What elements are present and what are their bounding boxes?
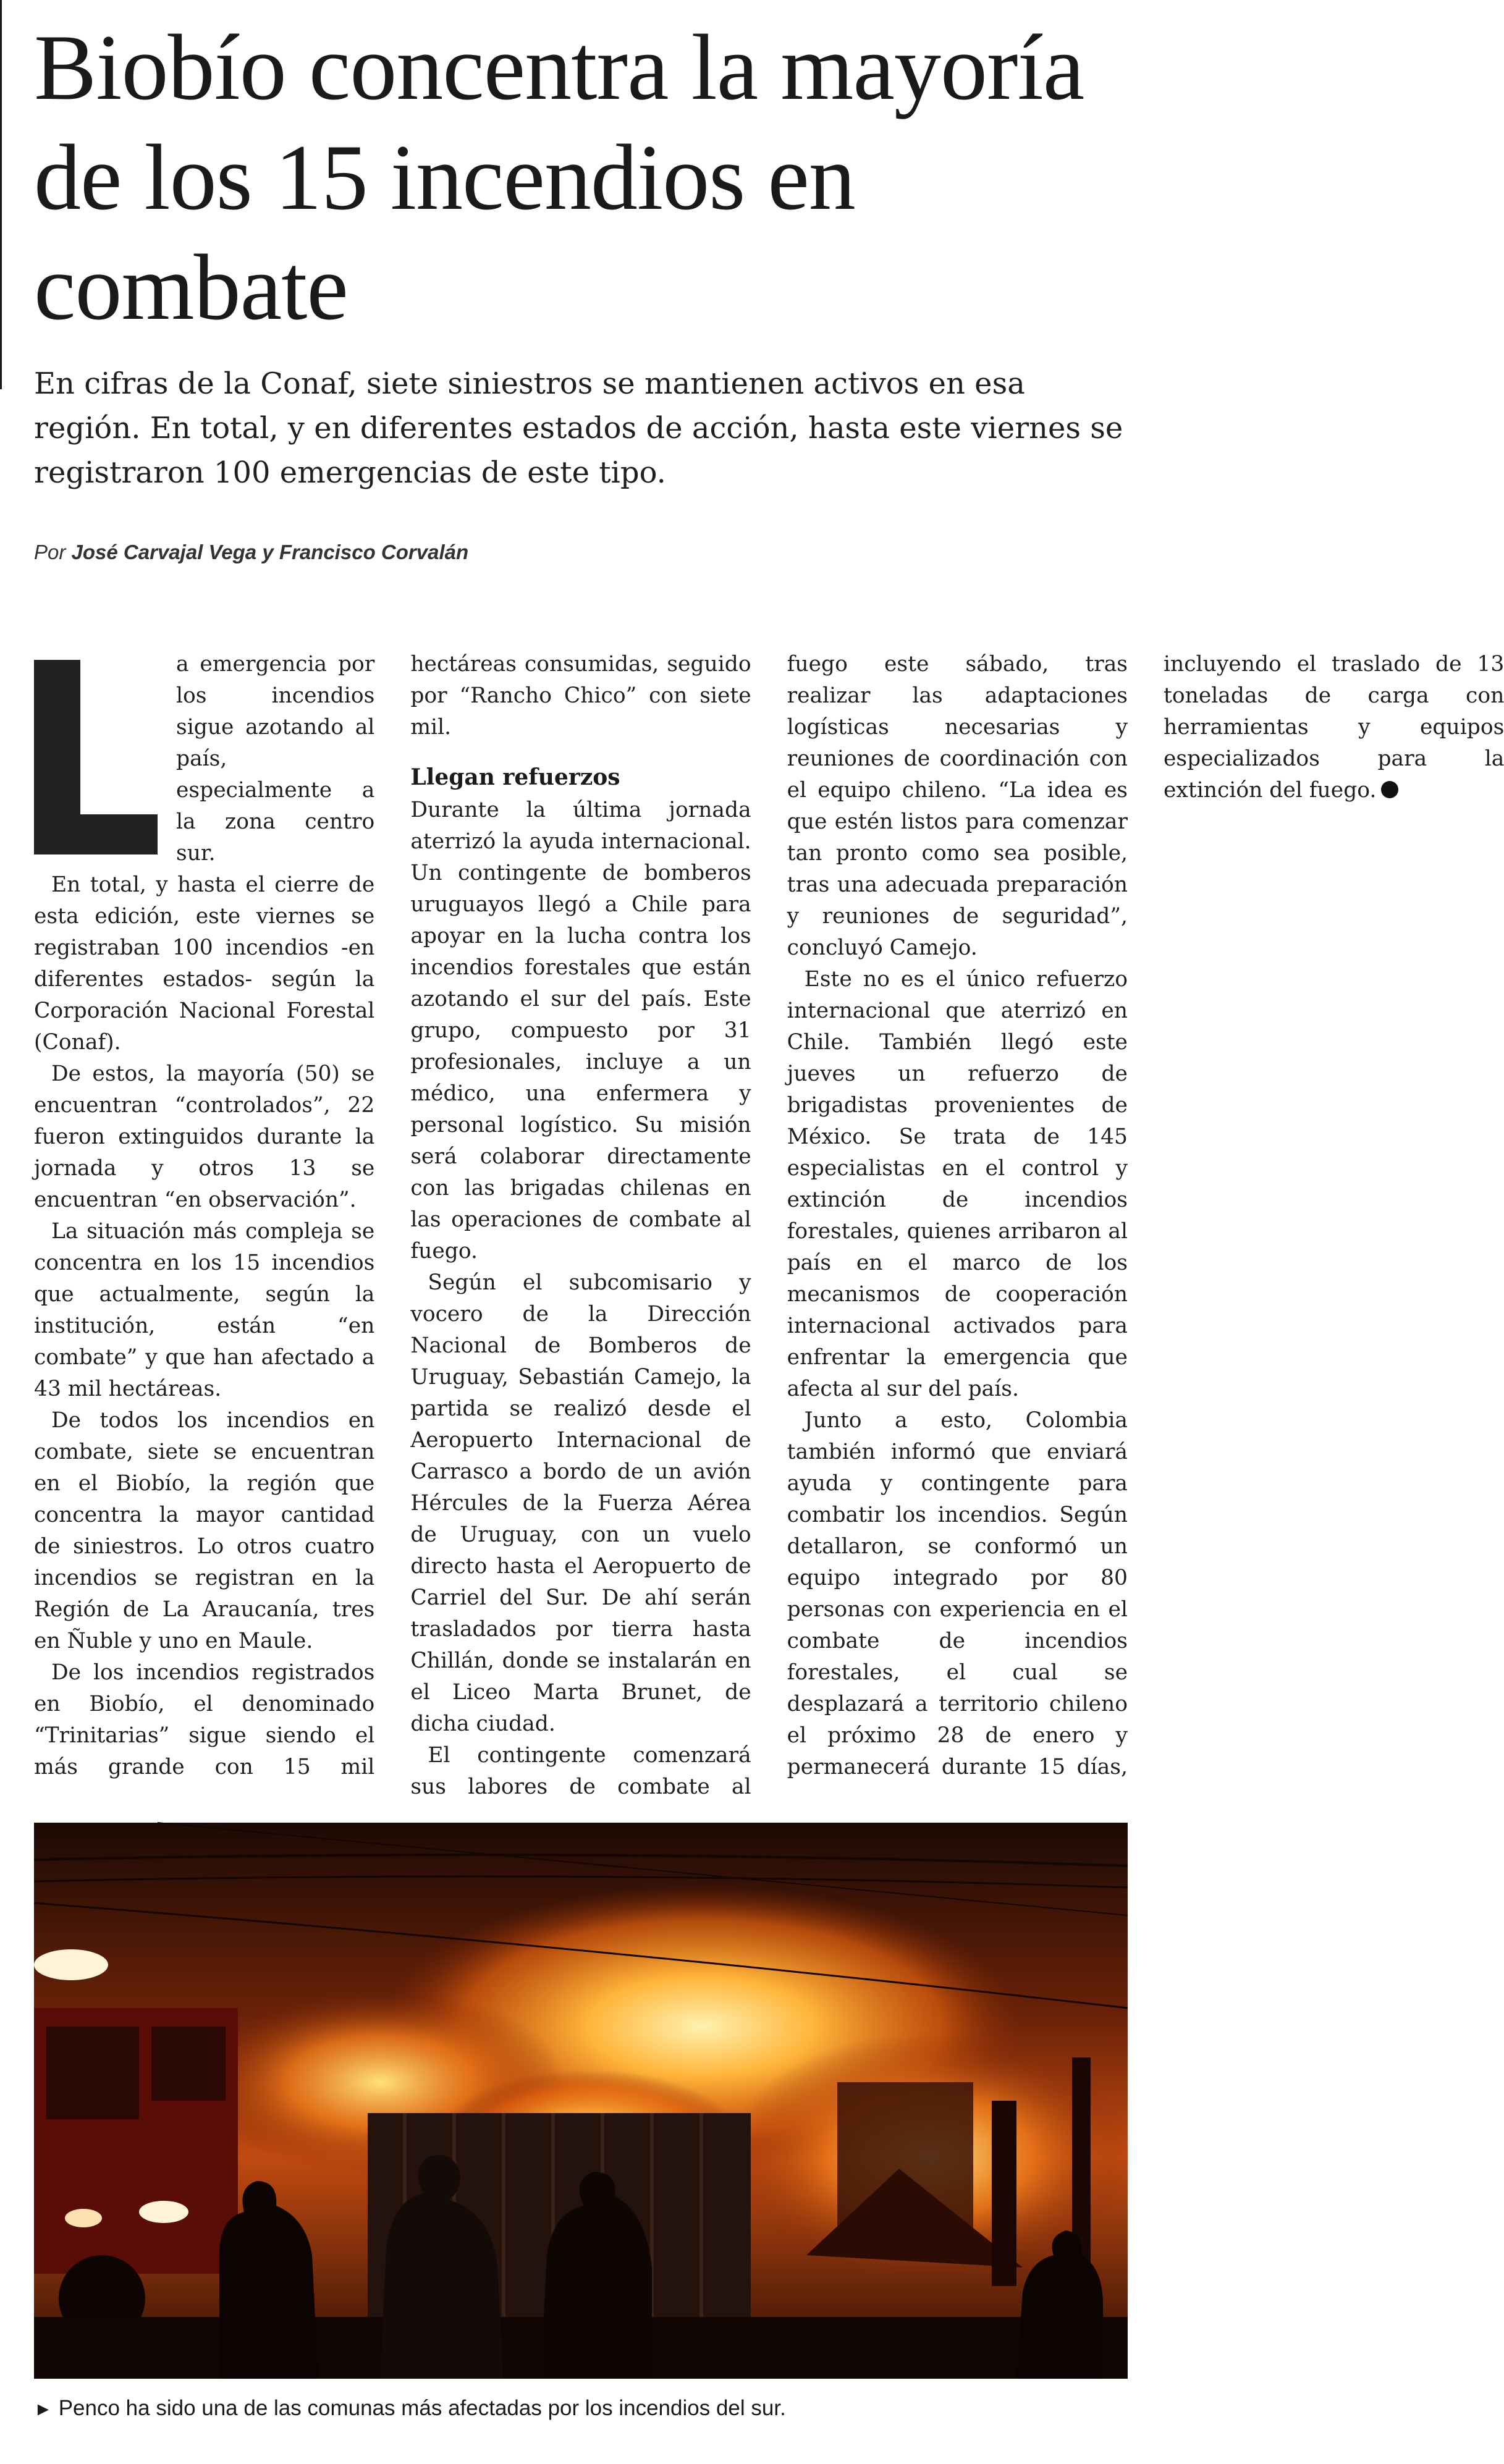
paragraph: De los incendios registrados en Biobío, el denominado “Trinitarias” sigue siendo el más grande con 15 mil hectáreas consumidas, seguido por “Rancho Chico” con siete mil. xyxy=(34,652,751,1779)
paragraph-last-text: Junto a esto, Colombia también informó que enviará ayuda y contingente para combatir los incendios. Según detallaron, se conformó un equipo integrado por 80 personas con experiencia en el combate de incendios forestales, el cual se desplazará a territorio chileno el próximo 28 de enero y permanecerá durante 15 días, incluyendo el traslado de 13 toneladas de carga con herramientas y equipos especializados para la extinción del fuego. xyxy=(787,652,1504,1779)
fire-photo xyxy=(34,1823,1128,2379)
byline xyxy=(34,541,468,564)
byline-authors: José Carvajal Vega y Francisco Corvalán xyxy=(71,541,469,563)
paragraph: En total, y hasta el cierre de esta edición, este viernes se registraban 100 incendios -en diferentes estados- según la Corporación Nacional Forestal (Conaf). xyxy=(34,872,375,1055)
paragraph: De todos los incendios en combate, siete se encuentran en el Biobío, la región que concentra la mayor cantidad de siniestros. Lo otros cuatro incendios se registran en la Región de La Araucanía, tres en Ñuble y uno en Maule. xyxy=(34,1408,375,1653)
caption-arrow-icon: ► xyxy=(34,2399,53,2420)
paragraph: Según el subcomisario y vocero de la Dirección Nacional de Bomberos de Uruguay, Sebastián Camejo, la partida se realizó desde el Aeropuerto Internacional de Carrasco a bordo de un avión Hércules de la Fuerza Aérea de Uruguay, con un vuelo directo hasta el Aeropuerto de Carriel del Sur. De ahí serán trasladados por tierra hasta Chillán, donde se instalarán en el Liceo Marta Brunet, de dicha ciudad. xyxy=(410,1270,751,1736)
end-mark-icon xyxy=(1381,781,1398,798)
deck: En cifras de la Conaf, siete siniestros se mantienen activos en esa región. En total, y en diferentes estados de acción, hasta este viernes se registraron 100 emergencias de este tipo. xyxy=(34,366,1123,490)
paragraph: De estos, la mayoría (50) se encuentran “controlados”, 22 fueron extinguidos durante la jornada y otros 13 se encuentran “en observación”. xyxy=(34,1061,375,1212)
article-body xyxy=(34,649,1504,1810)
paragraph: El contingente comenzará sus labores de combate al fuego este sábado, tras realizar las adaptaciones logísticas necesarias y reuniones de coordinación con el equipo chileno. “La idea es que estén listos para comenzar tan pronto como sea posible, tras una adecuada preparación y reuniones de seguridad”, concluyó Camejo. xyxy=(410,652,1128,1799)
byline-prefix: Por xyxy=(34,541,66,563)
paragraph: La situación más compleja se concentra en los 15 incendios que actualmente, según la institución, están “en combate” y que han afectado a 43 mil hectáreas. xyxy=(34,1219,375,1401)
photo-caption xyxy=(34,2396,786,2421)
paragraph: Durante la última jornada aterrizó la ayuda internacional. Un contingente de bomberos uruguayos llegó a Chile para apoyar en la lucha contra los incendios forestales que están azotando el sur del país. Este grupo, compuesto por 31 profesionales, incluye a un médico, una enfermera y personal logístico. Su misión será colaborar directamente con las brigadas chilenas en las operaciones de combate al fuego. xyxy=(410,798,751,1264)
headline: Biobío concentra la mayoría de los 15 incendios en combate xyxy=(34,15,1084,339)
left-margin-rule xyxy=(0,0,2,389)
paragraph: a emergencia por los incendios sigue azotando al país, especialmente a la zona centro sur. xyxy=(176,652,375,866)
drop-cap xyxy=(34,660,158,854)
subhead: Llegan refuerzos xyxy=(410,764,620,790)
caption-text: Penco ha sido una de las comunas más afectadas por los incendios del sur. xyxy=(58,2396,786,2420)
paragraph: Este no es el único refuerzo internacional que aterrizó en Chile. También llegó este jueves un refuerzo de brigadistas provenientes de México. Se trata de 145 especialistas en el control y extinción de incendios forestales, quienes arribaron al país en el marco de los mecanismos de cooperación internacional activados para enfrentar la emergencia que afecta al sur del país. xyxy=(787,967,1128,1401)
